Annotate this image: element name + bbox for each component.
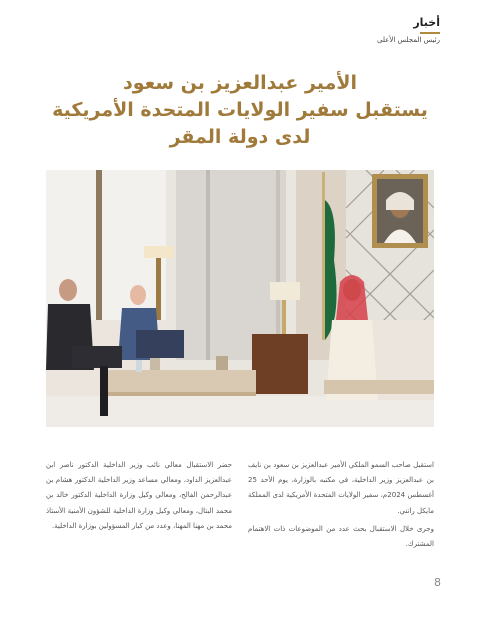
article-paragraph-1: استقبل صاحب السمو الملكي الأمير عبدالعزيز بن سعود بن نايف بن عبدالعزيز وزير الداخلية، في مكتبه بالوزارة، يوم الأحد 25 أغسطس 2024م، سفير الولايات المتحدة الأمريكية لدى المملكة مايكل راتني. (248, 461, 434, 515)
headline-line-3: لدى دولة المقر (169, 126, 311, 148)
article-column-right (248, 458, 434, 552)
page-number: 8 (434, 576, 441, 589)
meeting-photo-illustration (46, 170, 434, 427)
section-underline (420, 32, 440, 34)
section-label: أخبار (413, 16, 440, 29)
subsection-label: رئيس المجلس الأعلى (377, 36, 440, 44)
meeting-photo (46, 170, 434, 427)
article-paragraph-3: حضر الاستقبال معالي نائب وزير الداخلية الدكتور ناصر ابن عبدالعزيز الداود، ومعالي مساعد وزير الداخلية الدكتور هشام بن عبدالرحمن الفالح، ومعالي وكيل وزارة الداخلية الدكتور خالد بن محمد البتال، ومعالي وكيل وزارة الداخلية للشؤون الأمنية الأستاذ محمد بن مهنا المهنا، وعدد من كبار المسؤولين بوزارة الداخلية. (46, 461, 232, 530)
headline-line-2: يستقبل سفير الولايات المتحدة الأمريكية (52, 99, 428, 121)
article-paragraph-2: وجرى خلال الاستقبال بحث عدد من الموضوعات ذات الاهتمام المشترك. (248, 524, 434, 549)
article-headline (40, 70, 440, 151)
page-header (377, 16, 440, 45)
article-column-left (46, 458, 232, 534)
headline-line-1: الأمير عبدالعزيز بن سعود (122, 72, 357, 94)
